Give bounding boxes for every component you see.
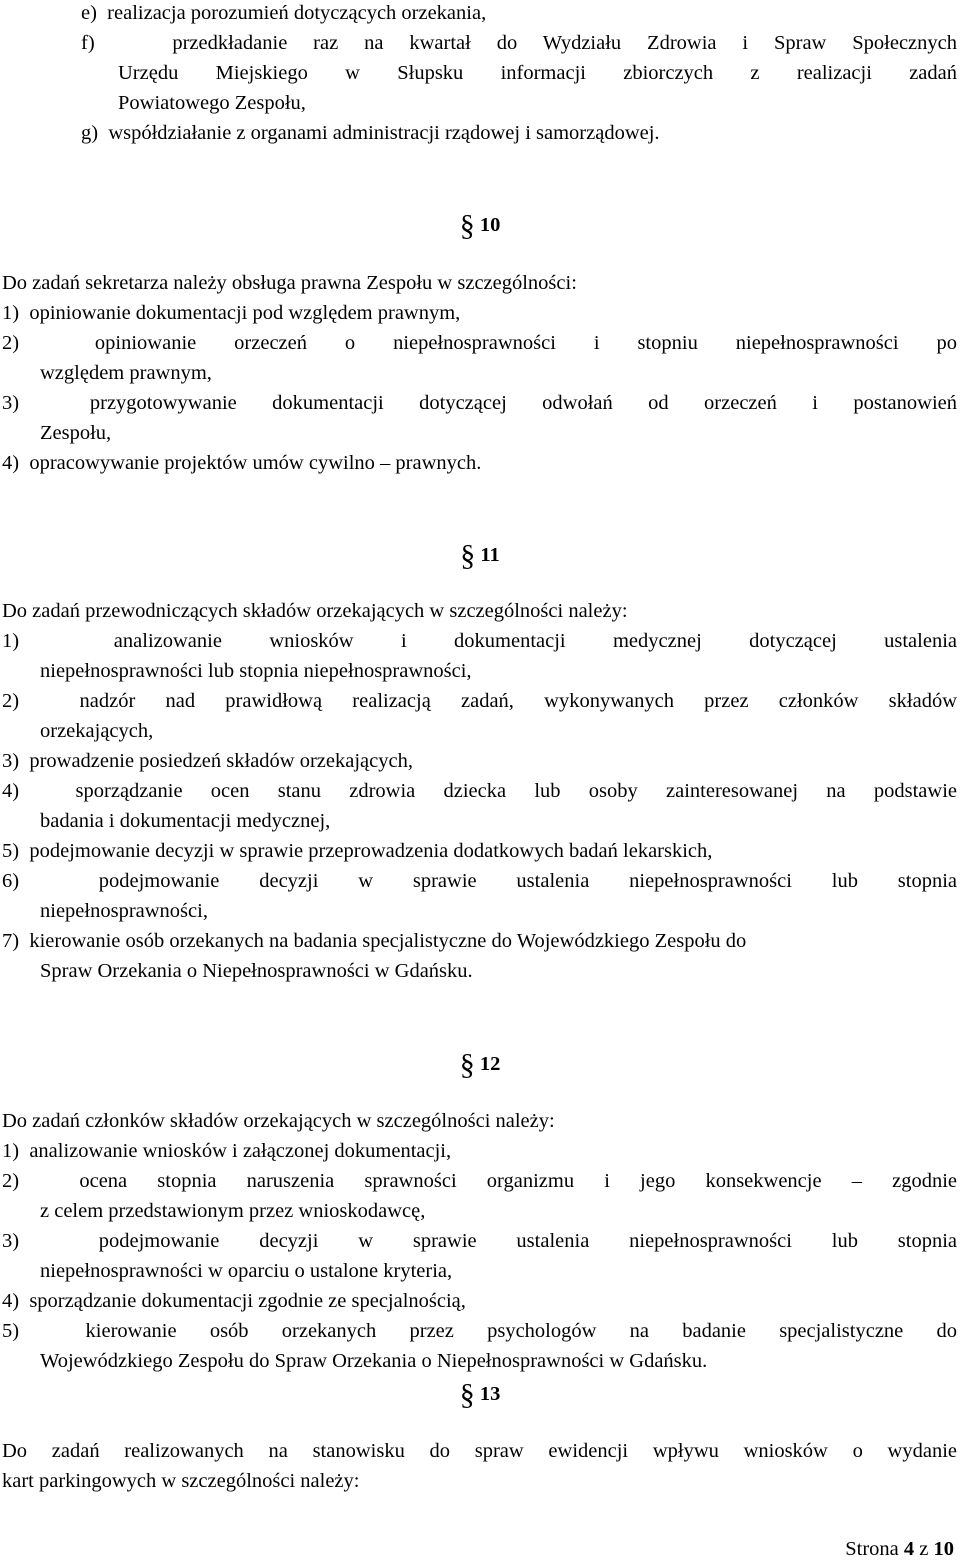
footer-separator: z (919, 1538, 929, 1560)
list-item: 2) opiniowanie orzeczeń o niepełnosprawności i stopniu niepełnosprawności po (2, 332, 957, 354)
list-item-cont: niepełnosprawności w oparciu o ustalone kryteria, (40, 1260, 453, 1282)
footer-total-pages: 10 (933, 1538, 954, 1560)
section-intro: Do zadań członków składów orzekających w szczególności należy: (2, 1110, 555, 1132)
footer-current-page: 4 (903, 1538, 915, 1560)
list-item-cont: Zespołu, (40, 422, 112, 444)
section-symbol: § (459, 209, 475, 242)
list-item: 6) podejmowanie decyzji w sprawie ustalenia niepełnosprawności lub stopnia (2, 870, 957, 892)
section-symbol: § (459, 1048, 475, 1081)
list-item: 3) przygotowywanie dokumentacji dotyczącej odwołań od orzeczeń i postanowień (2, 392, 957, 414)
section-intro: Do zadań przewodniczących składów orzekających w szczególności należy: (2, 600, 628, 622)
section-heading-10 (0, 211, 960, 241)
list-item: 5) podejmowanie decyzji w sprawie przeprowadzenia dodatkowych badań lekarskich, (2, 840, 713, 862)
page-footer (845, 1537, 954, 1561)
list-item: 3) prowadzenie posiedzeń składów orzekających, (2, 750, 413, 772)
list-item-f-cont: Powiatowego Zespołu, (118, 92, 306, 114)
section-symbol: § (460, 539, 476, 572)
list-item-cont: niepełnosprawności lub stopnia niepełnosprawności, (40, 660, 472, 682)
list-item-f-cont: Urzędu Miejskiego w Słupsku informacji zbiorczych z realizacji zadań (118, 62, 957, 84)
list-item: 4) sporządzanie dokumentacji zgodnie ze specjalnością, (2, 1290, 466, 1312)
list-item: 7) kierowanie osób orzekanych na badania specjalistyczne do Wojewódzkiego Zespołu do (2, 930, 747, 952)
list-item-g: g) współdziałanie z organami administracji rządowej i samorządowej. (81, 122, 660, 144)
list-item: 1) opiniowanie dokumentacji pod względem prawnym, (2, 302, 461, 324)
list-item-cont: Spraw Orzekania o Niepełnosprawności w Gdańsku. (40, 960, 473, 982)
list-item: 4) sporządzanie ocen stanu zdrowia dziecka lub osoby zainteresowanej na podstawie (2, 780, 957, 802)
section-heading-13 (0, 1380, 960, 1410)
list-item-cont: Wojewódzkiego Zespołu do Spraw Orzekania o Niepełnosprawności w Gdańsku. (40, 1350, 708, 1372)
list-item-cont: niepełnosprawności, (40, 900, 208, 922)
list-item-cont: badania i dokumentacji medycznej, (40, 810, 331, 832)
list-item: 5) kierowanie osób orzekanych przez psychologów na badanie specjalistyczne do (2, 1320, 957, 1342)
list-item: 4) opracowywanie projektów umów cywilno – prawnych. (2, 452, 482, 474)
list-item: 1) analizowanie wniosków i dokumentacji medycznej dotyczącej ustalenia (2, 630, 957, 652)
list-item-cont: orzekających, (40, 720, 154, 742)
list-item: 1) analizowanie wniosków i załączonej dokumentacji, (2, 1140, 452, 1162)
footer-label: Strona (845, 1538, 899, 1560)
section-heading-11 (0, 541, 960, 571)
list-item-e: e) realizacja porozumień dotyczących orzekania, (81, 2, 487, 24)
section-symbol: § (459, 1378, 475, 1411)
section-number: 12 (479, 1053, 501, 1075)
list-item-cont: względem prawnym, (40, 362, 212, 384)
section-intro: Do zadań sekretarza należy obsługa prawna Zespołu w szczególności: (2, 272, 577, 294)
list-item: 2) nadzór nad prawidłową realizacją zadań, wykonywanych przez członków składów (2, 690, 957, 712)
section-number: 10 (479, 214, 501, 236)
list-item-cont: z celem przedstawionym przez wnioskodawcę, (40, 1200, 426, 1222)
section-number: 11 (480, 544, 500, 566)
list-item: 3) podejmowanie decyzji w sprawie ustalenia niepełnosprawności lub stopnia (2, 1230, 957, 1252)
list-item: 2) ocena stopnia naruszenia sprawności organizmu i jego konsekwencje – zgodnie (2, 1170, 957, 1192)
section-intro: Do zadań realizowanych na stanowisku do spraw ewidencji wpływu wniosków o wydanie (2, 1440, 957, 1462)
section-heading-12 (0, 1050, 960, 1080)
section-intro-cont: kart parkingowych w szczególności należy: (2, 1470, 360, 1492)
list-item-f: f) przedkładanie raz na kwartał do Wydziału Zdrowia i Spraw Społecznych (81, 32, 957, 54)
section-number: 13 (479, 1383, 501, 1405)
